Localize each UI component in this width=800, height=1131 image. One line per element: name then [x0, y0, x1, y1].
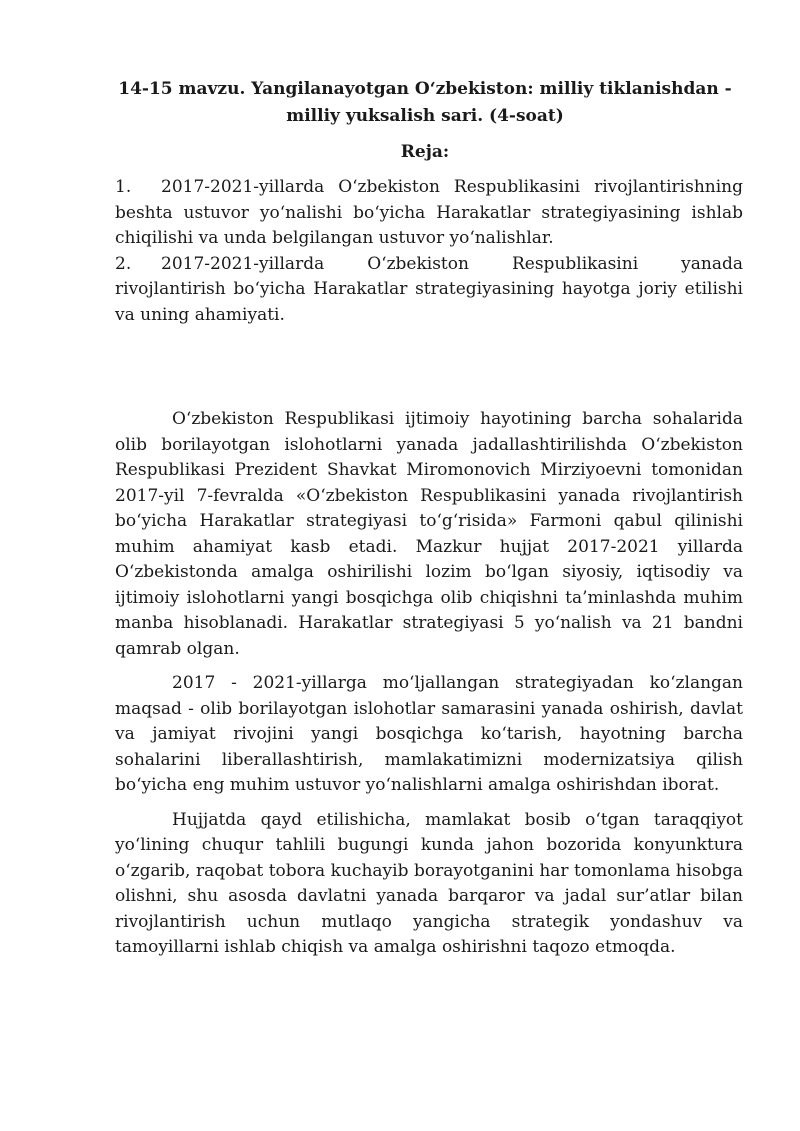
plan-item-text: 2017-2021-yillarda O‘zbekiston Respublikasini rivojlantirishning beshta ustuvor yo‘nalishi bo‘yicha Harakatlar strategiyasining ishlab chiqilishi va unda belgilangan ustuvor yo‘nalishlar.: [115, 177, 743, 248]
document-body: [115, 407, 743, 970]
plan-item: [115, 252, 743, 329]
plan-heading: Reja:: [400, 142, 450, 162]
plan-list: [115, 175, 743, 328]
plan-item: [115, 175, 743, 252]
body-paragraph: Hujjatda qayd etilishicha, mamlakat bosib o‘tgan taraqqiyot yo‘lining chuqur tahlili bugungi kunda jahon bozorida konyunktura o‘zgarib, raqobat tobora kuchayib borayotganini har tomonlama hisobga olishni, shu asosda davlatni yanada barqaror va jadal sur’atlar bilan rivojlantirish uchun mutlaqo yangicha strategik yondashuv va tamoyillarni ishlab chiqish va amalga oshirishni taqozo etmoqda.: [115, 809, 743, 957]
body-paragraph: O‘zbekiston Respublikasi ijtimoiy hayotining barcha sohalarida olib borilayotgan islohotlarni yanada jadallashtirilishda O‘zbekiston Respublikasi Prezident Shavkat Miromonovich Mirziyoevni tomonidan 2017-yil 7-fevralda «O‘zbekiston Respublikasini yanada rivojlantirish bo‘yicha Harakatlar strategiyasi to‘g‘risida» Farmoni qabul qilinishi muhim ahamiyat kasb etadi. Mazkur hujjat 2017-2021 yillarda O‘zbekistonda amalga oshirilishi lozim bo‘lgan siyosiy, iqtisodiy va ijtimoiy islohotlarni yangi bosqichga olib chiqishni ta’minlashda muhim manba hisoblanadi. Harakatlar strategiyasi 5 yo‘nalish va 21 bandni qamrab olgan.: [115, 409, 743, 659]
page-title: 14-15 mavzu. Yangilanayotgan O‘zbekiston: milliy tiklanishdan - milliy yuksalish sari. (4-soat): [118, 79, 732, 126]
plan-item-number: 1.: [115, 177, 132, 197]
body-paragraph: 2017 - 2021-yillarga mo‘ljallangan strategiyadan ko‘zlangan maqsad - olib borilayotgan islohotlar samarasini yanada oshirish, davlat va jamiyat rivojini yangi bosqichga ko‘tarish, hayotning barcha sohalarini liberallashtirish, mamlakatimizni modernizatsiya qilish bo‘yicha eng muhim ustuvor yo‘nalishlarni amalga oshirishdan iborat.: [115, 673, 743, 795]
plan-item-number: 2.: [115, 253, 132, 274]
plan-item-text: 2017-2021-yillarda O‘zbekiston Respublikasini yanada rivojlantirish bo‘yicha Harakatlar strategiyasining hayotga joriy etilishi va uning ahamiyati.: [115, 253, 743, 325]
